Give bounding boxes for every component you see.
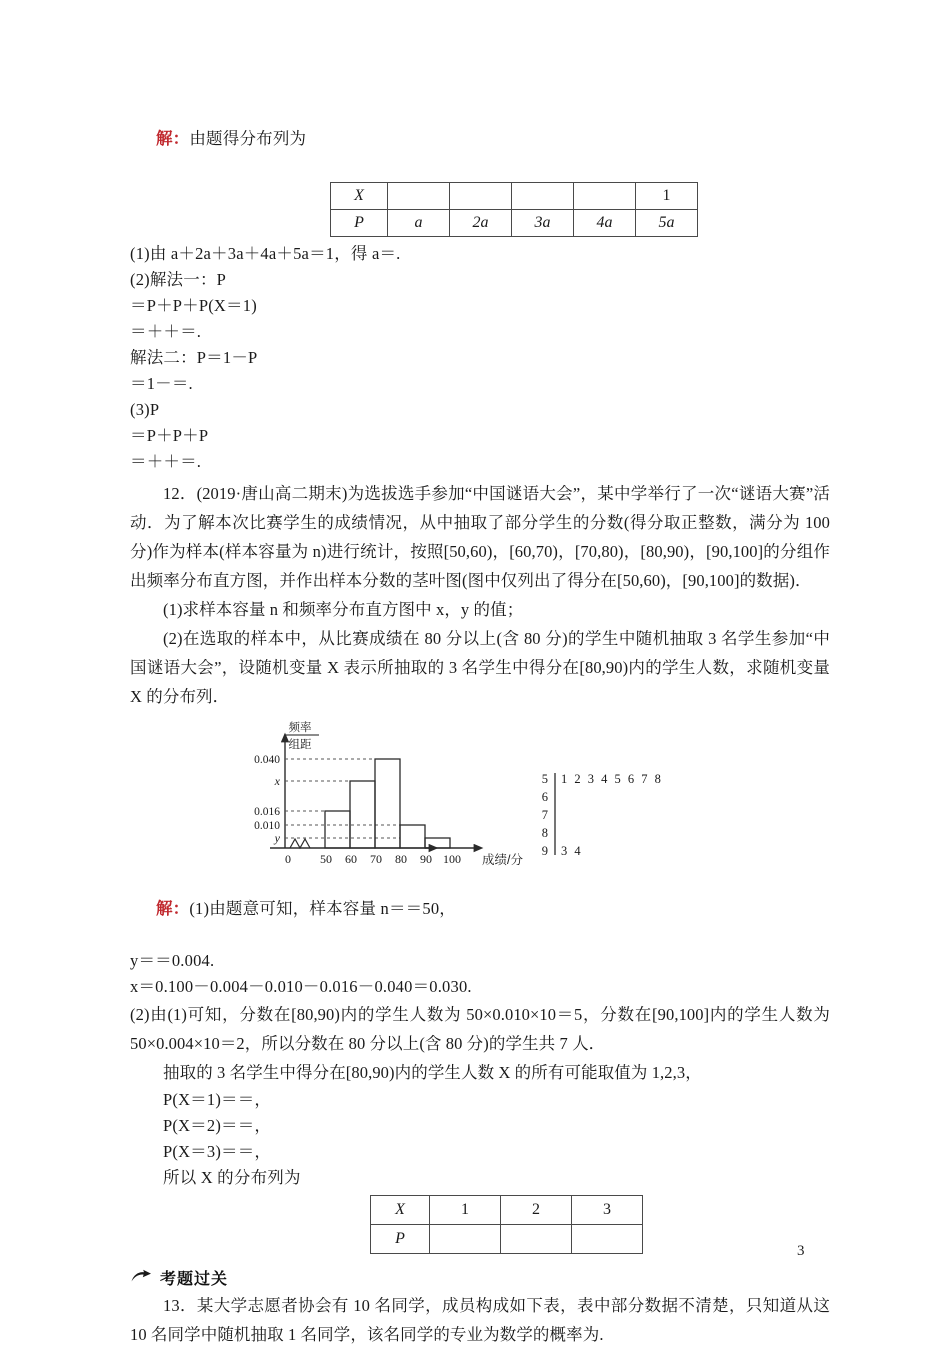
stem-value: 6 xyxy=(541,790,548,804)
x-tick-label: 60 xyxy=(345,852,357,866)
jie-label-b: 解： xyxy=(155,899,190,918)
axis-break-symbol xyxy=(290,839,310,848)
distribution-table-2 xyxy=(370,1195,643,1254)
table-cell: 2 xyxy=(501,1196,572,1225)
stem-value: 7 xyxy=(541,808,548,822)
table-cell xyxy=(512,183,574,210)
table-cell xyxy=(501,1225,572,1254)
table-cell: 5a xyxy=(636,210,698,237)
table-cell-x-header: X xyxy=(371,1196,430,1225)
stem-and-leaf-plot xyxy=(542,772,663,858)
distribution-table-1 xyxy=(330,182,698,237)
solution-a-line: ＝P＋P＋P(X＝1) xyxy=(130,296,257,315)
y-axis-label-numerator: 频率 xyxy=(288,722,312,734)
problem-12-part-1: (1)求样本容量 n 和频率分布直方图中 x，y 的值； xyxy=(163,600,524,619)
table-cell xyxy=(574,183,636,210)
solution-b-line-5: 抽取的 3 名学生中得分在[80,90)内的学生人数 X 的所有可能取值为 1,2,3， xyxy=(163,1063,702,1082)
x-tick-label: 90 xyxy=(420,852,432,866)
stem-value: 8 xyxy=(541,826,548,840)
solution-a-line: (3)P xyxy=(130,400,160,419)
table-row xyxy=(371,1196,643,1225)
y-axis-label-denominator: 组距 xyxy=(288,739,312,751)
stem-value: 5 xyxy=(541,772,548,786)
solution-b-line-2: y＝＝0.004. xyxy=(130,951,215,970)
x-tick-label: 100 xyxy=(443,852,461,866)
y-tick-label: 0.040 xyxy=(254,754,280,766)
figure-histogram-and-stemleaf xyxy=(130,715,830,870)
solution-a-line: (2)解法一：P xyxy=(130,270,227,289)
leaf-values: 3 4 xyxy=(561,844,583,858)
histogram-bar xyxy=(400,825,425,848)
table-cell-x-header: X xyxy=(331,183,388,210)
table-cell xyxy=(572,1225,643,1254)
solution-a-line: ＝1－＝. xyxy=(130,374,193,393)
page-number: 3 xyxy=(797,1243,805,1259)
table-cell xyxy=(430,1225,501,1254)
table-cell: 3a xyxy=(512,210,574,237)
table-cell: 2a xyxy=(450,210,512,237)
stem-value: 9 xyxy=(541,844,548,858)
solution-b-line-6: P(X＝1)＝＝， xyxy=(163,1090,272,1109)
jie-label-a: 解： xyxy=(155,129,190,148)
solution-a-line: ＝＋＋＝. xyxy=(130,322,202,341)
solution-a-lead-line xyxy=(130,100,830,178)
solution-b-line-9: 所以 X 的分布列为 xyxy=(163,1168,301,1187)
table-cell: 1 xyxy=(636,183,698,210)
section-marker-kaoti xyxy=(130,1266,830,1289)
solution-b-line-1 xyxy=(130,870,830,948)
x-axis-title: 成绩/分 xyxy=(482,853,523,867)
table-cell xyxy=(388,183,450,210)
x-tick-label: 50 xyxy=(320,852,332,866)
y-tick-label: x xyxy=(274,774,280,788)
table-cell: 1 xyxy=(430,1196,501,1225)
x-tick-label: 70 xyxy=(370,852,382,866)
histogram-bar xyxy=(325,811,350,848)
x-tick-label: 80 xyxy=(395,852,407,866)
pointing-hand-icon xyxy=(130,1269,156,1287)
y-tick-label: 0.016 xyxy=(254,806,280,818)
leaf-values: 1 2 3 4 5 6 7 8 xyxy=(561,772,663,786)
table-cell: 3 xyxy=(572,1196,643,1225)
solution-b-text-1: (1)由题意可知，样本容量 n＝＝50， xyxy=(189,899,456,918)
table-row xyxy=(331,183,698,210)
solution-a-line: ＝P＋P＋P xyxy=(130,426,209,445)
y-tick-label: 0.010 xyxy=(254,820,280,832)
distribution-table-1-wrap xyxy=(330,178,830,241)
problem-13-statement: 13．某大学志愿者协会有 10 名同学，成员构成如下表，表中部分数据不清楚，只知道从这 10 名同学中随机抽取 1 名同学，该名同学的专业为数学的概率为. xyxy=(130,1296,830,1344)
histogram-bar xyxy=(375,759,400,848)
solution-b-line-3: x＝0.100－0.004－0.010－0.016－0.040＝0.030. xyxy=(130,977,472,996)
table-cell xyxy=(450,183,512,210)
y-tick-label: y xyxy=(274,831,280,845)
solution-a-line: (1)由 a＋2a＋3a＋4a＋5a＝1，得 a＝. xyxy=(130,244,401,263)
histogram-bar xyxy=(425,838,450,848)
frequency-distribution-histogram xyxy=(130,715,830,870)
page-content xyxy=(130,100,830,1349)
solution-a-line: ＝＋＋＝. xyxy=(130,452,202,471)
table-cell: 4a xyxy=(574,210,636,237)
table-row xyxy=(371,1225,643,1254)
problem-12-statement: 12．(2019·唐山高二期末)为选拔选手参加“中国谜语大会”，某中学举行了一次“谜语大赛”活动．为了解本次比赛学生的成绩情况，从中抽取了部分学生的分数(得分取正整数，满分为 100 分)作为样本(样本容量为 n)进行统计，按照[50,60)，[60,70)，[70,80)，[80,90)，[90,100]的分组作出频率分布直方图，并作出样本分数的茎叶图(图中仅列出了得分在[50,60)，[90,100]的数据)． xyxy=(130,484,830,590)
x-tick-label: 0 xyxy=(285,852,291,866)
distribution-table-2-wrap xyxy=(370,1191,830,1258)
solution-a-line: 解法二：P＝1－P xyxy=(130,348,258,367)
table-cell: a xyxy=(388,210,450,237)
solution-b-line-8: P(X＝3)＝＝， xyxy=(163,1142,272,1161)
table-cell-p-header: P xyxy=(371,1225,430,1254)
table-row xyxy=(331,210,698,237)
section-marker-label: 考题过关 xyxy=(160,1271,229,1288)
solution-b-line-7: P(X＝2)＝＝， xyxy=(163,1116,272,1135)
solution-b-line-4: (2)由(1)可知，分数在[80,90)内的学生人数为 50×0.010×10＝5，分数在[90,100]内的学生人数为 50×0.004×10＝2，所以分数在 80 分以上(含 80 分)的学生共 7 人． xyxy=(130,1005,830,1053)
problem-12-part-2: (2)在选取的样本中，从比赛成绩在 80 分以上(含 80 分)的学生中随机抽取 3 名学生参加“中国谜语大会”，设随机变量 X 表示所抽取的 3 名学生中得分在[80,90)内的学生人数，求随机变量 X 的分布列． xyxy=(130,629,830,706)
solution-a-lead-text: 由题得分布列为 xyxy=(189,129,307,148)
table-cell-p-header: P xyxy=(331,210,388,237)
